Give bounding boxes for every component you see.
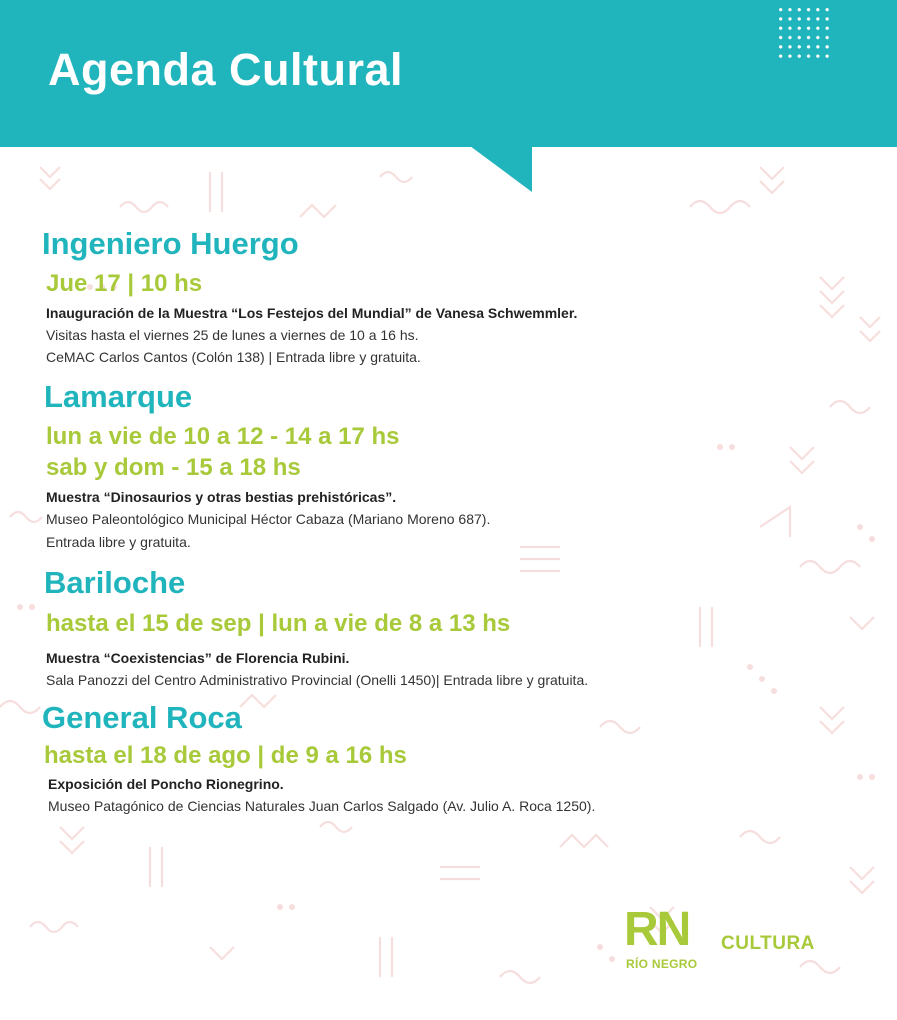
event-title: Muestra “Coexistencias” de Florencia Rubini. [46,650,350,666]
page-title: Agenda Cultural [48,44,404,95]
event-title: Exposición del Poncho Rionegrino. [48,776,284,792]
rn-logo: RN [624,903,690,956]
event-city-ingeniero-huergo: Ingeniero Huergo [42,226,299,261]
event-venue: Sala Panozzi del Centro Administrativo Provincial (Onelli 1450)| Entrada libre y gratuita. [46,672,589,688]
dot-grid-decoration [776,5,832,61]
event-schedule: Jue 17 | 10 hs [46,270,203,297]
event-schedule: hasta el 15 de sep | lun a vie de 8 a 13 hs [46,610,511,637]
event-city-bariloche: Bariloche [44,565,186,600]
event-title: Inauguración de la Muestra “Los Festejos del Mundial” de Vanesa Schwemmler. [46,305,578,321]
event-schedule: sab y dom - 15 a 18 hs [46,454,301,481]
event-venue: Museo Paleontológico Municipal Héctor Cabaza (Mariano Moreno 687). [46,511,491,527]
cultura-label: CULTURA [721,933,815,954]
event-venue: CeMAC Carlos Cantos (Colón 138) | Entrada libre y gratuita. [46,349,421,365]
event-title: Muestra “Dinosaurios y otras bestias prehistóricas”. [46,489,397,505]
event-detail: Entrada libre y gratuita. [46,534,191,550]
rio-negro-logo-text: RÍO NEGRO [626,957,698,971]
event-city-lamarque: Lamarque [44,379,193,414]
event-venue: Museo Patagónico de Ciencias Naturales Juan Carlos Salgado (Av. Julio A. Roca 1250). [48,798,596,814]
event-city-general-roca: General Roca [42,700,242,735]
event-schedule: hasta el 18 de ago | de 9 a 16 hs [44,742,407,769]
event-detail: Visitas hasta el viernes 25 de lunes a viernes de 10 a 16 hs. [46,327,419,343]
event-schedule: lun a vie de 10 a 12 - 14 a 17 hs [46,423,400,450]
